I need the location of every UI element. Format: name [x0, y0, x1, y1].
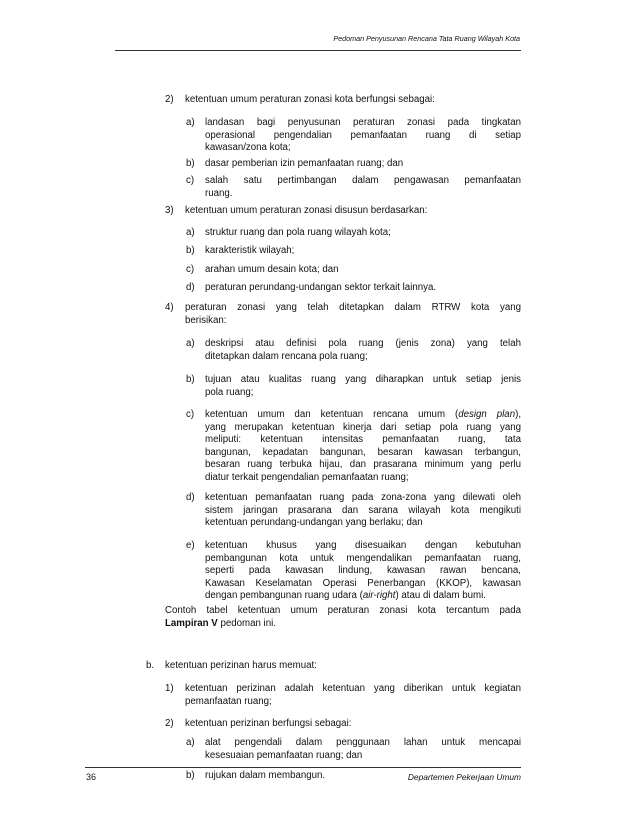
- sub-item-4b: [186, 374, 521, 399]
- sub-item-4e: [186, 540, 521, 603]
- text-line: [165, 618, 521, 631]
- item-lead: ketentuan umum peraturan zonasi kota berfungsi sebagai:: [185, 94, 435, 105]
- text-line: kesesuaian pemanfaatan ruang; dan: [205, 749, 363, 761]
- text-span: ) atau di dalam bumi.: [395, 590, 486, 602]
- item-marker: b): [186, 158, 195, 169]
- text-line: seperti pada kawasan lindung, kawasan rawan bencana,: [205, 565, 521, 577]
- sub-item-2c: [186, 175, 521, 200]
- text-line: karakteristik wilayah;: [205, 245, 295, 256]
- text-line: yang merupakan ketentuan kinerja dari setiap pola ruang yang: [205, 421, 521, 433]
- text-line: [205, 409, 521, 422]
- item-marker: c): [186, 409, 195, 420]
- footer-divider: [85, 767, 521, 768]
- list-item-3: [165, 205, 521, 218]
- text-line: salah satu pertimbangan dalam pengawasan pemanfaatan: [205, 175, 521, 186]
- running-header: Pedoman Penyusunan Rencana Tata Ruang Wilayah Kota: [333, 34, 520, 43]
- item-marker: c): [186, 175, 195, 186]
- item-marker: b.: [146, 660, 155, 671]
- item-lead: ketentuan umum peraturan zonasi disusun berdasarkan:: [185, 205, 428, 216]
- text-line: tujuan atau kualitas ruang yang diharapkan untuk setiap jenis: [205, 374, 521, 385]
- text-line: ketentuan perizinan adalah ketentuan yang diberikan untuk kegiatan: [185, 683, 521, 694]
- item-marker: d): [186, 282, 195, 293]
- note-paragraph: [165, 605, 521, 630]
- item-marker: b): [186, 245, 195, 256]
- sub-item-b1: [165, 683, 521, 708]
- text-line: kawasan/zona kota;: [205, 142, 291, 154]
- list-item-2: [165, 94, 521, 107]
- text-line: diatur terkait pengendalian pemanfaatan ruang;: [205, 471, 409, 483]
- header-divider: [115, 50, 521, 51]
- item-marker: 4): [165, 302, 174, 313]
- sub-item-b2a: [186, 737, 521, 762]
- text-span: pedoman ini.: [217, 617, 276, 629]
- text-span: dengan pembangunan ruang udara (: [205, 590, 363, 602]
- text-line: operasional pengendalian pemanfaatan ruang di setiap: [205, 129, 521, 141]
- item-marker: a): [186, 737, 195, 748]
- item-marker: d): [186, 492, 195, 503]
- text-line: deskripsi atau definisi pola ruang (jenis zona) yang telah: [205, 338, 521, 349]
- text-line: peraturan perundang-undangan sektor terkait lainnya.: [205, 282, 437, 293]
- sub-item-b2: [165, 718, 521, 731]
- text-span: ),: [515, 409, 522, 420]
- text-line: struktur ruang dan pola ruang wilayah kota;: [205, 227, 391, 238]
- text-line: sistem jaringan prasarana dan sarana wilayah kota mengikuti: [205, 504, 521, 516]
- text-line: pemanfaatan ruang;: [185, 695, 272, 707]
- item-marker: a): [186, 117, 195, 128]
- text-line: dasar pemberian izin pemanfaatan ruang; dan: [205, 158, 404, 169]
- text-line: Kawasan Keselamatan Operasi Penerbangan (KKOP), kawasan: [205, 577, 521, 589]
- text-line: rujukan dalam membangun.: [205, 770, 326, 781]
- text-line: besaran ruang terbuka hijau, dan prasarana minimum yang perlu: [205, 459, 521, 471]
- sub-item-2a: [186, 117, 521, 155]
- footer-publisher: Departemen Pekerjaan Umum: [407, 772, 521, 782]
- item-marker: 3): [165, 205, 174, 216]
- sub-item-3a: [186, 227, 521, 240]
- item-lead: ketentuan perizinan berfungsi sebagai:: [185, 718, 352, 729]
- sub-item-4a: [186, 338, 521, 363]
- page-number: 36: [86, 772, 97, 782]
- text-line: meliputi: ketentuan intensitas pemanfaatan ruang, tata: [205, 434, 521, 446]
- text-line: pembangunan kota untuk mengendalikan pemanfaatan ruang,: [205, 552, 521, 564]
- item-marker: 2): [165, 718, 174, 729]
- item-marker: a): [186, 227, 195, 238]
- italic-term: design plan: [458, 409, 516, 420]
- sub-item-3b: [186, 245, 521, 258]
- text-line: arahan umum desain kota; dan: [205, 264, 339, 275]
- text-line: bangunan, kepadatan bangunan, besaran kawasan terbangun,: [205, 446, 521, 458]
- italic-term: air-right: [362, 590, 396, 602]
- text-line: pola ruang;: [205, 386, 254, 398]
- list-item-b: [146, 660, 521, 673]
- item-marker: b): [186, 374, 195, 385]
- item-marker: c): [186, 264, 195, 275]
- text-line: peraturan zonasi yang telah ditetapkan dalam RTRW kota yang: [185, 302, 521, 313]
- text-line: ketentuan khusus yang disesuaikan dengan kebutuhan: [205, 540, 521, 551]
- sub-item-3d: [186, 282, 521, 295]
- sub-item-2b: [186, 158, 521, 171]
- list-item-4: [165, 302, 521, 327]
- item-marker: 1): [165, 683, 174, 694]
- text-line: berisikan:: [185, 314, 227, 326]
- text-line: [205, 590, 521, 603]
- text-line: Contoh tabel ketentuan umum peraturan zonasi kota tercantum pada: [165, 605, 521, 616]
- text-line: ruang.: [205, 187, 233, 199]
- sub-item-4d: [186, 492, 521, 530]
- sub-item-3c: [186, 264, 521, 277]
- item-marker: b): [186, 770, 195, 781]
- text-line: alat pengendali dalam penggunaan lahan untuk mencapai: [205, 737, 521, 748]
- bold-reference: Lampiran V: [165, 617, 218, 629]
- item-marker: e): [186, 540, 195, 551]
- item-marker: 2): [165, 94, 174, 105]
- text-line: ditetapkan dalam rencana pola ruang;: [205, 350, 368, 362]
- text-line: landasan bagi penyusunan peraturan zonasi pada tingkatan: [205, 117, 521, 128]
- item-lead: ketentuan perizinan harus memuat:: [165, 660, 317, 671]
- text-span: ketentuan umum dan ketentuan rencana umum (: [205, 409, 459, 420]
- text-line: ketentuan pemanfaatan ruang pada zona-zona yang dilewati oleh: [205, 492, 521, 503]
- sub-item-4c: [186, 409, 521, 485]
- text-line: ketentuan perundang-undangan yang berlaku; dan: [205, 517, 423, 529]
- item-marker: a): [186, 338, 195, 349]
